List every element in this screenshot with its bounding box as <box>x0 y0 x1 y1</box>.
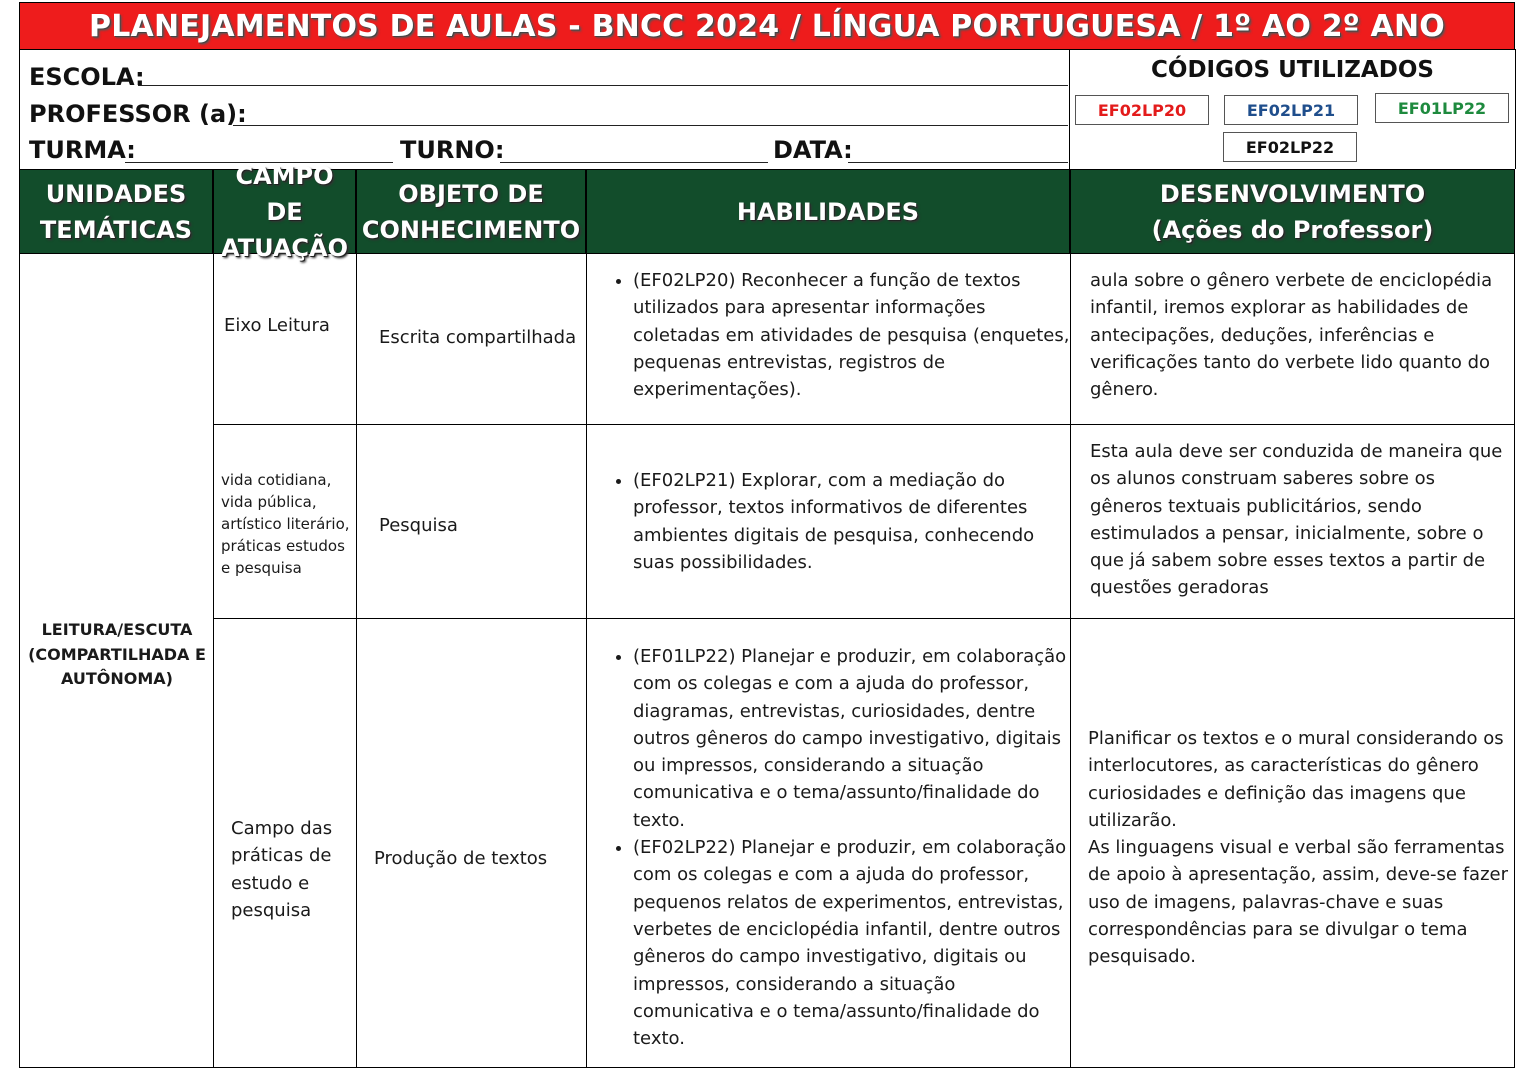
desenvolvimento-cell <box>1070 619 1515 1068</box>
professor-label: PROFESSOR (a): <box>29 100 247 128</box>
header-habilidades-label: HABILIDADES <box>736 197 920 226</box>
desenvolvimento-text: Esta aula deve ser conduzida de maneira que os alunos construam saberes sobre os gêneros textuais publicitários, sendo estimulados a pensar, inicialmente, sobre o que já sabem sobre esses textos a partir de questões geradoras <box>1090 441 1503 599</box>
campo-cell <box>213 425 356 619</box>
data-field[interactable] <box>848 162 1068 163</box>
header-campo-label: CAMPO DE ATUAÇÃO <box>221 161 348 262</box>
habilidades-cell <box>586 425 1070 619</box>
lesson-plan-sheet <box>19 2 1515 1068</box>
habilidades-list <box>607 267 1073 403</box>
desenvolvimento-text: aula sobre o gênero verbete de enciclopédia infantil, iremos explorar as habilidades de antecipações, deduções, inferências e verificações tanto do verbete lido quanto do gênero. <box>1090 270 1493 401</box>
habilidades-cell <box>586 619 1070 1068</box>
professor-field[interactable] <box>233 125 1068 126</box>
header-desenvolvimento-label: DESENVOLVIMENTO (Ações do Professor) <box>1151 179 1434 244</box>
header-unidades <box>19 169 213 254</box>
data-label: DATA: <box>773 136 853 164</box>
header-objeto-label: OBJETO DE CONHECIMENTO <box>361 179 581 244</box>
habilidade-item: • (EF02LP21) Explorar, com a mediação do professor, textos informativos de diferentes ambientes digitais de pesquisa, conhecendo suas possibilidades. <box>633 467 1073 576</box>
header-campo <box>213 161 356 262</box>
objeto-text: Escrita compartilhada <box>379 327 577 348</box>
objeto-cell <box>356 619 586 1068</box>
campo-cell <box>213 619 356 1068</box>
habilidade-item: • (EF02LP20) Reconhecer a função de textos utilizados para apresentar informações coletadas em atividades de pesquisa (enquetes, pequenas entrevistas, registros de experimentações). <box>633 267 1073 403</box>
objeto-text: Pesquisa <box>379 515 458 536</box>
escola-label: ESCOLA: <box>29 63 145 91</box>
habilidades-cell <box>586 254 1070 425</box>
objeto-cell <box>356 425 586 619</box>
code-badge: EF01LP22 <box>1375 93 1509 123</box>
desenvolvimento-text: Planificar os textos e o mural considerando os interlocutores, as características do gênero curiosidades e definição das imagens que utilizarão. As linguagens visual e verbal são ferramentas de apoio à apresentação, assim, deve-se fazer uso de imagens, palavras-chave e suas correspondências para se divulgar o tema pesquisado. <box>1088 728 1508 968</box>
header-habilidades <box>586 169 1070 254</box>
header-desenvolvimento <box>1070 169 1515 254</box>
campo-text: Campo das práticas de estudo e pesquisa <box>231 818 333 921</box>
habilidade-item: • (EF01LP22) Planejar e produzir, em colaboração com os colegas e com a ajuda do professor, diagramas, entrevistas, curiosidades, dentre outros gêneros do campo investigativo, digitais ou impressos, considerando a situação comunicativa e o tema/assunto/finalidade do texto. <box>633 643 1073 834</box>
code-badge: EF02LP21 <box>1224 95 1358 125</box>
turma-label: TURMA: <box>29 136 136 164</box>
unidade-cell <box>19 254 213 1068</box>
unidade-tematica: LEITURA/ESCUTA (COMPARTILHADA E AUTÔNOMA) <box>28 620 206 688</box>
escola-field[interactable] <box>138 85 1068 86</box>
turno-label: TURNO: <box>400 136 505 164</box>
campo-text: vida cotidiana, vida pública, artístico literário, práticas estudos e pesquisa <box>221 471 350 577</box>
title-bar <box>19 2 1515 50</box>
header-unidades-label: UNIDADES TEMÁTICAS <box>39 179 193 244</box>
page-title: PLANEJAMENTOS DE AULAS - BNCC 2024 / LÍNGUA PORTUGUESA / 1º AO 2º ANO <box>89 8 1445 44</box>
habilidades-list <box>607 643 1073 1052</box>
objeto-cell <box>356 254 586 425</box>
header-objeto <box>356 169 586 254</box>
desenvolvimento-cell <box>1070 254 1515 425</box>
turno-field[interactable] <box>500 162 768 163</box>
form-info <box>19 49 1070 169</box>
campo-text: Eixo Leitura <box>224 315 330 336</box>
code-badge: EF02LP20 <box>1075 95 1209 125</box>
code-badge: EF02LP22 <box>1223 132 1357 162</box>
desenvolvimento-cell <box>1070 425 1515 619</box>
habilidade-item: • (EF02LP22) Planejar e produzir, em colaboração com os colegas e com a ajuda do professor, pequenos relatos de experimentos, entrevistas, verbetes de enciclopédia infantil, dentre outros gêneros do campo investigativo, digitais ou impressos, considerando a situação comunicativa e o tema/assunto/finalidade do texto. <box>633 834 1073 1052</box>
habilidades-list <box>607 467 1073 576</box>
campo-cell <box>213 254 356 425</box>
objeto-text: Produção de textos <box>374 848 548 869</box>
codes-panel <box>1069 49 1516 169</box>
codes-title: CÓDIGOS UTILIZADOS <box>1151 57 1434 83</box>
